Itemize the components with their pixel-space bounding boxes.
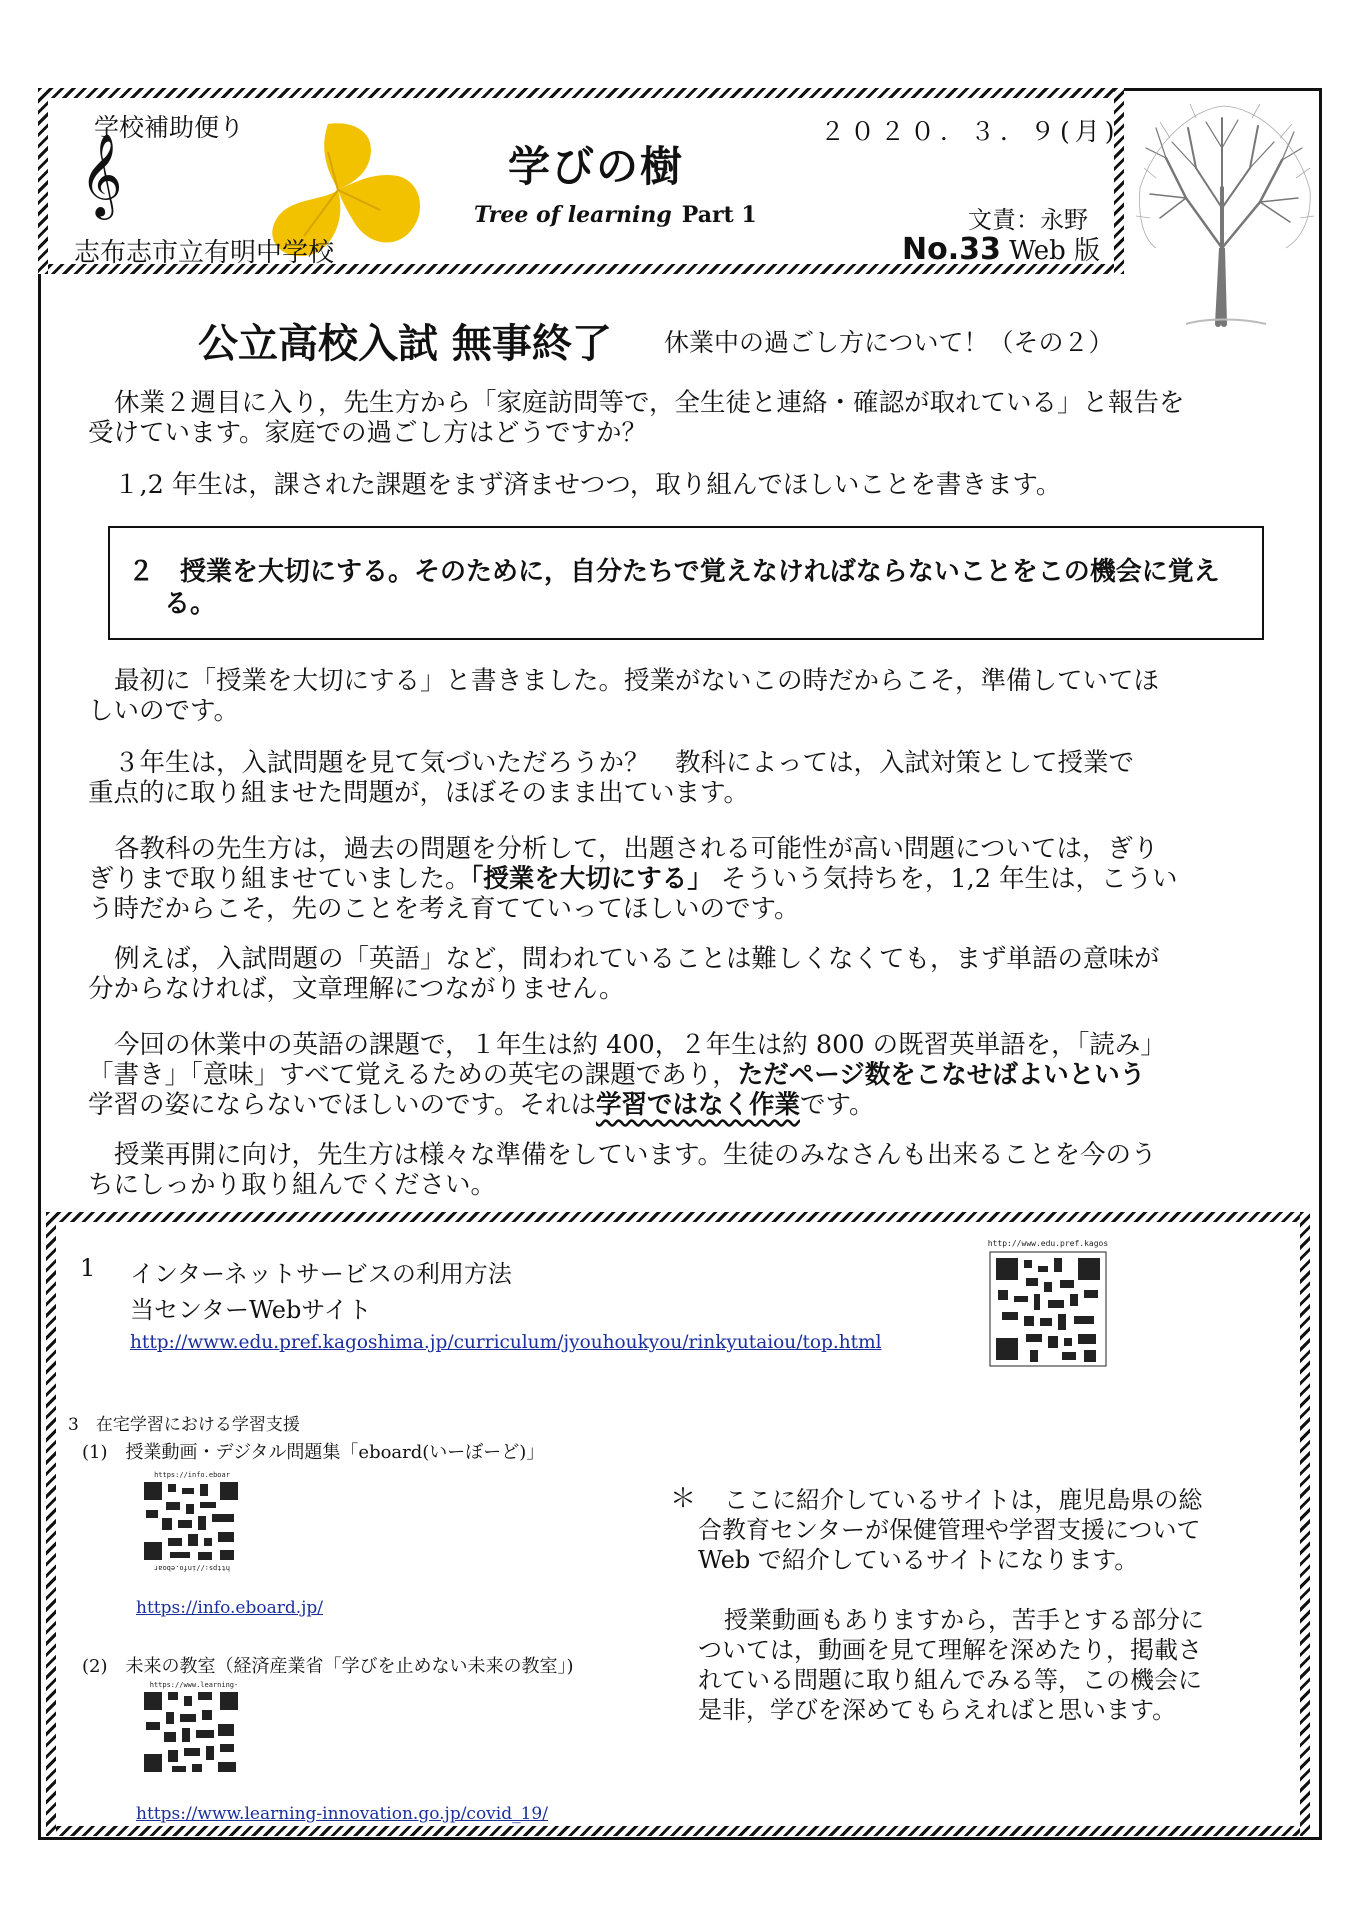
qr-code-eboard-icon: [128, 1468, 256, 1576]
paragraph-5-line-1: 各教科の先生方は，過去の問題を分析して，出題される可能性が高い問題については，ぎり: [114, 834, 1159, 864]
note-line-4: 授業動画もありますから，苦手とする部分に: [724, 1606, 1204, 1634]
paragraph-2: １,2 年生は，課された課題をまず済ませつつ，取り組んでほしいことを書きます。: [114, 470, 1062, 500]
issue-suffix: Web 版: [1000, 236, 1101, 266]
paragraph-6: [88, 944, 1278, 1004]
paragraph-7-line-3c: です。: [799, 1090, 875, 1120]
newsletter-subtitle: [474, 202, 757, 228]
paragraph-3-line-1: 最初に「授業を大切にする」と書きました。授業がないこの時だからこそ，準備していてほ: [114, 666, 1159, 696]
author: 文責：永野: [968, 206, 1088, 234]
issue-date: ２０２０．３．９(月): [820, 117, 1120, 146]
item1-number: 1: [80, 1254, 96, 1282]
note-line-1: ここに紹介しているサイトは，鹿児島県の総: [724, 1486, 1203, 1514]
paragraph-8-line-1: 授業再開に向け，先生方は様々な準備をしています。生徒のみなさんも出来ることを今のう: [114, 1140, 1157, 1170]
paragraph-7-line-1: 今回の休業中の英語の課題で，１年生は約 400，２年生は約 800 の既習英単語を，「読み」: [114, 1030, 1166, 1060]
newsletter-header: [40, 90, 1122, 270]
paragraph-1-line-1: 休業２週目に入り，先生方から「家庭訪問等で，全生徒と連絡・確認が取れている」と報告を: [114, 388, 1185, 418]
paragraph-4-line-2: 重点的に取り組ませた問題が，ほぼそのまま出ています。: [88, 778, 749, 808]
qr-code-learning-icon: [128, 1678, 256, 1788]
svg-text:https://info.eboar: https://info.eboar: [154, 1471, 230, 1479]
paragraph-3-line-2: しいのです。: [88, 696, 239, 726]
resource-box: [46, 1214, 1310, 1834]
item3-title: 3 在宅学習における学習支援: [68, 1415, 300, 1435]
school-name: 志布志市立有明中学校: [74, 238, 335, 268]
item3-2-link[interactable]: https://www.learning-innovation.go.jp/covid_19/: [136, 1804, 548, 1824]
paragraph-5-line-2: [88, 864, 1278, 894]
paragraph-1: [88, 388, 1278, 448]
note-line-5: ついては，動画を見て理解を深めたり，掲載さ: [698, 1636, 1202, 1664]
newsletter-title: 学びの樹: [508, 142, 685, 191]
paragraph-6-line-2: 分からなければ，文章理解につながりません。: [88, 974, 625, 1004]
highlight-box: [108, 526, 1264, 640]
note-line-2: 合教育センターが保健管理や学習支援について: [698, 1516, 1201, 1544]
svg-text:https://info.eboar: https://info.eboar: [154, 1564, 230, 1572]
paragraph-5-emphasis: 「授業を大切にする」: [470, 864, 713, 894]
note-line-3: Web で紹介しているサイトになります。: [698, 1546, 1139, 1574]
item3-2-label: (2) 未来の教室（経済産業省「学びを止めない未来の教室」): [82, 1656, 574, 1677]
paragraph-7-line-2: [88, 1060, 1278, 1090]
treble-clef-icon: 𝄞: [80, 132, 123, 216]
paragraph-7-emphasis: ただページ数をこなせばよいという: [737, 1060, 1146, 1090]
paragraph-7-line-3: [88, 1090, 1278, 1120]
paragraph-5: [88, 834, 1278, 924]
note-line-6: れている問題に取り組んでみる等，この機会に: [698, 1666, 1202, 1694]
paragraph-5-line-3: う時だからこそ，先のことを考え育てていってほしいのです。: [88, 894, 800, 924]
paragraph-4-line-1: ３年生は，入試問題を見て気づいただろうか？ 教科によっては，入試対策として授業で: [114, 748, 1135, 778]
issue-number: [902, 230, 1100, 267]
headline: 公立高校入試 無事終了: [198, 320, 612, 367]
item1-title: インターネットサービスの利用方法: [130, 1260, 512, 1288]
tree-sketch-image: [1126, 98, 1322, 328]
newsletter-type: 学校補助便り: [94, 113, 245, 142]
headline-subtitle: 休業中の過ごし方について！（その２）: [664, 328, 1114, 357]
qr-code-icon: [974, 1236, 1122, 1382]
item3-1-label: (1) 授業動画・デジタル問題集「eboard(いーぼーど)」: [82, 1442, 545, 1463]
highlight-line-2: る。: [164, 589, 217, 619]
subtitle-part: Part 1: [681, 202, 757, 228]
paragraph-3: [88, 666, 1278, 726]
svg-text:http://www.edu.pref.kagos: http://www.edu.pref.kagos: [987, 1239, 1109, 1248]
paragraph-8-line-2: ちにしっかり取り組んでください。: [88, 1170, 497, 1200]
paragraph-5-line-2a: ぎりまで取り組ませていました。: [88, 864, 471, 894]
svg-text:https://www.learning-: https://www.learning-: [149, 1681, 239, 1689]
paragraph-7-wavy-emphasis: 学習ではなく作業: [595, 1090, 800, 1120]
item1-link[interactable]: http://www.edu.pref.kagoshima.jp/curriculum/jyouhoukyou/rinkyutaiou/top.html: [130, 1332, 882, 1353]
issue-no: No.33: [902, 232, 1001, 267]
paragraph-7: [88, 1030, 1278, 1120]
highlight-box-text: [128, 556, 1248, 620]
paragraph-5-line-2c: そういう気持ちを，1,2 年生は，こうい: [712, 864, 1178, 894]
note-line-7: 是非，学びを深めてもらえればと思います。: [698, 1696, 1177, 1724]
paragraph-4: [88, 748, 1278, 808]
paragraph-7-line-3a: 学習の姿にならないでほしいのです。それは: [88, 1090, 596, 1120]
paragraph-7-line-2a: 「書き」「意味」すべて覚えるための英宅の課題であり，: [88, 1060, 738, 1090]
paragraph-6-line-1: 例えば，入試問題の「英語」など，問われていることは難しくなくても，まず単語の意味が: [114, 944, 1160, 974]
paragraph-1-line-2: 受けています。家庭での過ごし方はどうですか？: [88, 418, 647, 448]
paragraph-8: [88, 1140, 1278, 1200]
item1-subtitle: 当センターWebサイト: [130, 1296, 372, 1324]
item3-1-link[interactable]: https://info.eboard.jp/: [136, 1598, 324, 1618]
subtitle-text: Tree of learning: [474, 202, 672, 228]
note-star: ＊: [670, 1484, 697, 1514]
highlight-line-1: ２ 授業を大切にする。そのために，自分たちで覚えなければならないことをこの機会に覚え: [128, 557, 1220, 587]
